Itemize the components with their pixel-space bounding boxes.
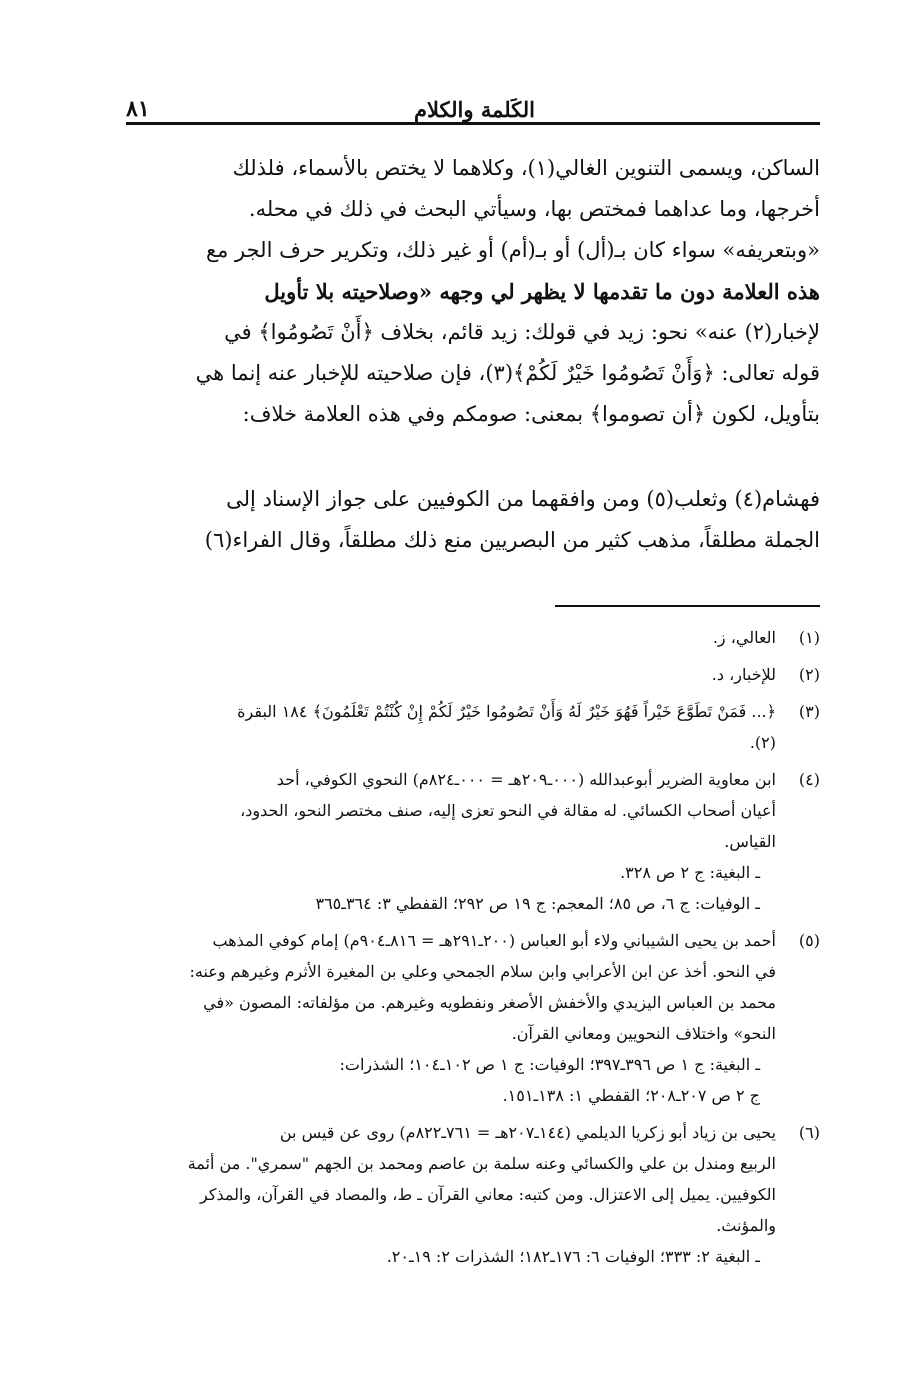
footnote-2 <box>126 659 820 690</box>
footnote-line: الربيع ومندل بن علي والكسائي وعنه سلمة بن عاصم ومحمد بن الجهم "سمري". من أئمة <box>187 1154 776 1173</box>
footnote-line: النحو» واختلاف النحويين ومعاني القرآن. <box>511 1024 776 1043</box>
footnote-reference: ـ الوفيات: ج ٦، ص ٨٥؛ المعجم: ج ١٩ ص ٢٩٢؛ القفطي ٣: ٣٦٤ـ٣٦٥ <box>315 894 760 913</box>
footnote-line: والمؤنث. <box>716 1216 776 1235</box>
page-header <box>126 86 820 122</box>
body-paragraph-2 <box>118 479 820 561</box>
footnote-number: (٣) <box>798 702 820 721</box>
running-title: الكَلمة والكلام <box>414 97 535 122</box>
footnote-5 <box>126 925 820 1111</box>
footnote-line: محمد بن العباس اليزيدي والأخفش الأصغر ونفطويه وغيرهم. من مؤلفاته: المصون «في <box>203 993 776 1012</box>
footnote-reference: ـ البغية: ج ١ ص ٣٩٦ـ٣٩٧؛ الوفيات: ج ١ ص ١٠٢ـ١٠٤؛ الشذرات: <box>339 1055 760 1074</box>
footnote-6 <box>126 1117 820 1272</box>
footnote-line: (٢). <box>749 733 776 752</box>
footnote-number: (١) <box>798 628 820 647</box>
body-line: هذه العلامة دون ما تقدمها لا يظهر لي وجهه «وصلاحيته بلا تأويل <box>264 279 820 304</box>
footnote-separator <box>555 605 820 607</box>
body-line: لإخبار(٢) عنه» نحو: زيد في قولك: زيد قائم، بخلاف ﴿أَنْ تَصُومُوا﴾ في <box>224 320 820 344</box>
body-line: الساكن، ويسمى التنوين الغالي(١)، وكلاهما لا يختص بالأسماء، فلذلك <box>232 156 820 180</box>
body-line: قوله تعالى: ﴿وَأَنْ تَصُومُوا خَيْرٌ لَكُمْ﴾(٣)، فإن صلاحيته للإخبار عنه إنما هي <box>195 361 820 385</box>
footnote-1 <box>126 622 820 653</box>
body-line: بتأويل، لكون ﴿أن تصوموا﴾ بمعنى: صومكم وفي هذه العلامة خلاف: <box>242 402 820 426</box>
footnote-line: أحمد بن يحيى الشيباني ولاء أبو العباس (٢٠٠ـ٢٩١هـ = ٨١٦ـ٩٠٤م) إمام كوفي المذهب <box>212 931 776 950</box>
footnote-reference: ج ٢ ص ٢٠٧ـ٢٠٨؛ القفطي ١: ١٣٨ـ١٥١. <box>502 1086 760 1105</box>
footnote-line: الكوفيين. يميل إلى الاعتزال. ومن كتبه: معاني القرآن ـ ط، والمصاد في القرآن، والمذكر <box>200 1185 776 1204</box>
body-paragraph-1 <box>118 148 820 435</box>
body-line: «وبتعريفه» سواء كان بـ(أل) أو بـ(أم) أو غير ذلك، وتكرير حرف الجر مع <box>205 238 820 262</box>
footnote-3 <box>126 696 820 758</box>
footnote-number: (٦) <box>798 1123 820 1142</box>
body-line: أخرجها، وما عداهما فمختص بها، وسيأتي البحث في ذلك في محله. <box>248 197 820 221</box>
footnote-reference: ـ البغية: ج ٢ ص ٣٢٨. <box>620 863 760 882</box>
footnotes <box>126 622 820 1278</box>
footnote-4 <box>126 764 820 919</box>
footnote-line: العالي، ز. <box>712 628 776 647</box>
footnote-number: (٥) <box>798 931 820 950</box>
footnote-line: للإخبار، د. <box>711 665 776 684</box>
body-line: الجملة مطلقاً، مذهب كثير من البصريين منع ذلك مطلقاً، وقال الفراء(٦) <box>204 528 820 552</box>
body-line: فهشام(٤) وثعلب(٥) ومن وافقهما من الكوفيين على جواز الإسناد إلى <box>226 487 820 511</box>
footnote-number: (٤) <box>798 770 820 789</box>
footnote-line: ابن معاوية الضرير أبوعبدالله (٠٠٠ـ٢٠٩هـ = ٠٠٠ـ٨٢٤م) النحوي الكوفي، أحد <box>276 770 776 789</box>
footnote-line: القياس. <box>724 832 776 851</box>
footnote-line: يحيى بن زياد أبو زكريا الديلمي (١٤٤ـ٢٠٧هـ = ٧٦١ـ٨٢٢م) روى عن قيس بن <box>279 1123 776 1142</box>
page-number: ٨١ <box>126 96 150 122</box>
header-rule <box>126 122 820 125</box>
footnote-number: (٢) <box>798 665 820 684</box>
footnote-line: أعيان أصحاب الكسائي. له مقالة في النحو تعزى إليه، صنف مختصر النحو، الحدود، <box>240 801 776 820</box>
footnote-line: في النحو. أخذ عن ابن الأعرابي وابن سلام الجمحي وعلي بن المغيرة الأثرم وغيرهم وعنه: <box>189 962 776 981</box>
footnote-line: ﴿... فَمَنْ تَطَوَّعَ خَيْراً فَهُوَ خَيْرٌ لَهُ وَأَنْ تَصُومُوا خَيْرٌ لَكُمْ إِنْ كُنْتُمْ تَعْلَمُونَ﴾ ١٨٤ البقرة <box>237 702 776 721</box>
footnote-reference: ـ البغية ٢: ٣٣٣؛ الوفيات ٦: ١٧٦ـ١٨٢؛ الشذرات ٢: ١٩ـ٢٠. <box>386 1247 760 1266</box>
